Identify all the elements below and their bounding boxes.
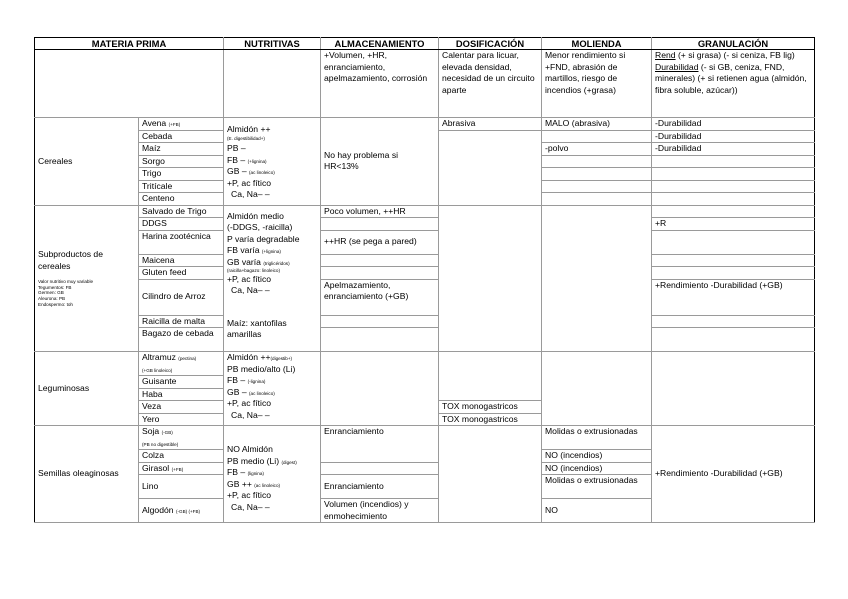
item-centeno: Centeno — [139, 193, 224, 206]
nutri-leguminosas: Almidón ++(digestib+) PB medio/alto (Li) FB – (-lignina) GB – (ac linoleico) +P, ac fítico Ca, Na– – — [224, 352, 321, 426]
gran-harina — [652, 230, 815, 254]
item-avena: Avena (+FB) — [139, 118, 224, 131]
gran-maiz: -Durabilidad — [652, 143, 815, 156]
item-girasol: Girasol (+FB) — [139, 462, 224, 475]
item-soja: Soja (-GB) (PB no digestible) — [139, 426, 224, 450]
item-veza: Veza — [139, 401, 224, 414]
intro-row — [35, 50, 815, 118]
item-harina-zootecnica: Harina zootécnica — [139, 230, 224, 254]
item-altramuz: Altramuz (pectina) (+GB linoleico) — [139, 352, 224, 376]
feed-ingredients-table-sheet — [34, 37, 814, 523]
item-colza: Colza — [139, 450, 224, 463]
mol-subproductos — [542, 205, 652, 352]
item-gluten-feed: Gluten feed — [139, 267, 224, 280]
nutri-cereales: Almidón ++ (E. digestibilidad+) PB – FB – (+lignina) GB – (ac linoleico) +P, ac fítico Ca, Na– – — [224, 118, 321, 206]
almac-soja: Enranciamiento — [321, 426, 439, 463]
table-row — [35, 267, 815, 280]
dosif-yero: TOX monogastricos — [439, 413, 542, 426]
mol-triticale — [542, 180, 652, 193]
item-bagazo-cebada: Bagazo de cebada — [139, 328, 224, 352]
gran-leguminosas — [652, 352, 815, 426]
header-nutritivas: NUTRITIVAS — [224, 38, 321, 50]
table-row — [35, 315, 815, 328]
header-almacenamiento: ALMACENAMIENTO — [321, 38, 439, 50]
note-germen: Germen: GB — [38, 290, 64, 296]
table-row — [35, 230, 815, 254]
table-row — [35, 426, 815, 438]
mol-centeno — [542, 193, 652, 206]
item-ddgs: DDGS — [139, 218, 224, 231]
item-sorgo: Sorgo — [139, 155, 224, 168]
mol-algodon: NO — [542, 499, 652, 523]
group-leguminosas — [35, 352, 815, 426]
mol-lino: Molidas o extrusionadas — [542, 475, 652, 499]
gran-centeno — [652, 193, 815, 206]
mol-maiz: -polvo — [542, 143, 652, 156]
mol-sorgo — [542, 155, 652, 168]
almac-raicilla — [321, 315, 439, 328]
almac-harina: ++HR (se pega a pared) — [321, 230, 439, 254]
group-oleaginosas — [35, 426, 815, 523]
note-valor: Valor nutritivo muy variable — [38, 279, 94, 285]
almac-maicena — [321, 254, 439, 267]
dosif-avena: Abrasiva — [439, 118, 542, 131]
raw-materials-table — [34, 37, 815, 523]
item-triticale: Tritícale — [139, 180, 224, 193]
table-row — [35, 254, 815, 267]
almac-bagazo — [321, 328, 439, 352]
note-aleurona: Aleurona: PB — [38, 296, 66, 302]
item-haba: Haba — [139, 388, 224, 401]
intro-granulacion — [652, 50, 815, 118]
mol-cebada — [542, 130, 652, 143]
group-subproductos — [35, 205, 815, 352]
almac-lino: Enranciamiento — [321, 475, 439, 499]
item-maicena: Maicena — [139, 254, 224, 267]
intro-rend-text: (+ si grasa) (- si ceniza, FB lig) — [675, 50, 795, 60]
intro-rend-label: Rend — [655, 50, 676, 60]
table-row — [35, 352, 815, 376]
header-row — [35, 38, 815, 50]
mol-trigo — [542, 168, 652, 181]
almac-cilindro: Apelmazamiento, enranciamiento (+GB) — [321, 279, 439, 315]
gran-trigo — [652, 168, 815, 181]
item-guisante: Guisante — [139, 376, 224, 389]
group-label-cereales: Cereales — [35, 118, 139, 206]
gran-avena: -Durabilidad — [652, 118, 815, 131]
gran-oleaginosas: +Rendimiento -Durabilidad (+GB) — [652, 426, 815, 523]
dosif-oleaginosas — [439, 426, 542, 523]
gran-triticale — [652, 180, 815, 193]
item-raicilla-malta: Raicilla de malta — [139, 315, 224, 328]
nutri-subproductos: Almidón medio (-DDGS, -raicilla) P varía degradable FB varía (+lignina) GB varía (triglicéridos) (raicilla+bagazo: linoleico) +P, ac fítico Ca, Na– – Maíz: xantofilas amarillas — [224, 205, 321, 352]
almac-salvado: Poco volumen, ++HR — [321, 205, 439, 218]
item-lino: Lino — [139, 475, 224, 499]
almac-algodon: Volumen (incendios) y enmohecimiento — [321, 499, 439, 523]
dosif-leguminosas — [439, 352, 542, 401]
intro-nutritivas-cell — [224, 50, 321, 118]
mol-soja: Molidas o extrusionadas — [542, 426, 652, 450]
item-yero: Yero — [139, 413, 224, 426]
header-dosificacion: DOSIFICACIÓN — [439, 38, 542, 50]
gran-gluten — [652, 267, 815, 280]
table-row — [35, 328, 815, 352]
table-row — [35, 279, 815, 291]
mol-leguminosas — [542, 352, 652, 426]
item-trigo: Trigo — [139, 168, 224, 181]
gran-bagazo — [652, 328, 815, 352]
group-label-subproductos: Subproductos de cereales Valor nutritivo muy variable Tegumentos: FB Germen: GB Aleurona: PB Endospermo: toh — [35, 205, 139, 352]
nutri-oleaginosas: NO Almidón PB medio (Li) (digest) FB – (lignina) GB ++ (ac linoleico) +P, ac fítico Ca, Na– – — [224, 426, 321, 523]
mol-colza: NO (incendios) — [542, 450, 652, 463]
almac-cereales: No hay problema si HR<13% — [321, 118, 439, 206]
intro-almacenamiento: +Volumen, +HR, enranciamiento, apelmazamiento, corrosión — [321, 50, 439, 118]
dosif-subproductos — [439, 205, 542, 352]
group-cereales — [35, 118, 815, 206]
header-granulacion: GRANULACIÓN — [652, 38, 815, 50]
gran-maicena — [652, 254, 815, 267]
intro-dosificacion: Calentar para licuar, elevada densidad, necesidad de un circuito aparte — [439, 50, 542, 118]
gran-ddgs: +R — [652, 218, 815, 231]
almac-ddgs — [321, 218, 439, 231]
header-materia-prima: MATERIA PRIMA — [35, 38, 224, 50]
mol-girasol: NO (incendios) — [542, 462, 652, 475]
mol-avena: MALO (abrasiva) — [542, 118, 652, 131]
group-label-oleaginosas: Semillas oleaginosas — [35, 426, 139, 523]
intro-materia-cell — [35, 50, 224, 118]
gran-sorgo — [652, 155, 815, 168]
header-molienda: MOLIENDA — [542, 38, 652, 50]
almac-girasol — [321, 462, 439, 475]
table-row — [35, 205, 815, 218]
gran-cebada: -Durabilidad — [652, 130, 815, 143]
group-label-leguminosas: Leguminosas — [35, 352, 139, 426]
gran-salvado — [652, 205, 815, 218]
item-maiz: Maíz — [139, 143, 224, 156]
dosif-veza: TOX monogastricos — [439, 401, 542, 414]
almac-gluten — [321, 267, 439, 280]
almac-leguminosas — [321, 352, 439, 426]
intro-durabilidad-text: (- si GB, ceniza, FND, minerales) (+ si retienen agua (almidón, fibra soluble, azúcar)) — [655, 61, 807, 95]
table-row — [35, 118, 815, 131]
intro-durabilidad-label: Durabilidad — [655, 61, 699, 72]
gran-raicilla — [652, 315, 815, 328]
dosif-cereales-rest — [439, 130, 542, 205]
intro-molienda: Menor rendimiento si +FND, abrasión de martillos, riesgo de incendios (+grasa) — [542, 50, 652, 118]
table-row — [35, 218, 815, 231]
item-cebada: Cebada — [139, 130, 224, 143]
item-cilindro-arroz: Cilindro de Arroz — [139, 279, 224, 315]
note-tegumentos: Tegumentos: FB — [38, 284, 72, 290]
item-algodon: Algodón (-GB) (+FB) — [139, 499, 224, 523]
item-salvado-trigo: Salvado de Trigo — [139, 205, 224, 218]
gran-cilindro: +Rendimiento -Durabilidad (+GB) — [652, 279, 815, 315]
note-endospermo: Endospermo: toh — [38, 301, 73, 307]
